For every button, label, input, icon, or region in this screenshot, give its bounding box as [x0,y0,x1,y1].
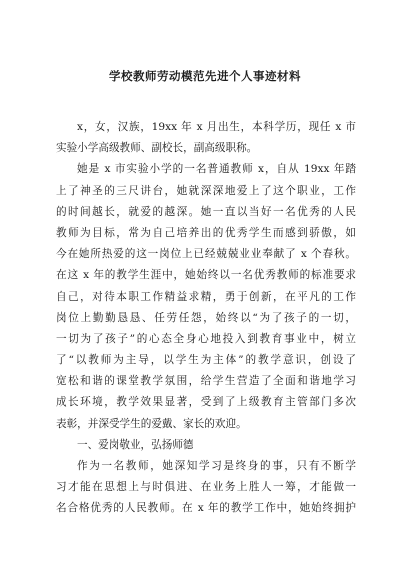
text-line: 的时间越长，就爱的越深。她一直以当好一名优秀的人民 [56,205,356,218]
text-line: 上了神圣的三尺讲台，她就深深地爱上了这个职业，工作 [56,184,356,197]
text-line: 今在她所热爱的这一岗位上已经兢兢业业奉献了 x 个春秋。 [56,248,356,261]
text-line: x，女，汉族，19xx 年 x 月出生，本科学历，现任 x 市 [77,121,356,133]
text-line: 她是 x 市实验小学的一名普通教师 x，自从 19xx 年踏 [77,163,356,176]
text-line: 宽松和谐的课堂教学氛围，给学生营造了全面和谐地学习 [56,375,356,388]
text-line: 在这 x 年的教学生涯中，她始终以一名优秀教师的标准要求 [56,269,356,282]
text-line: 一切为了孩子”的心态全身心地投入到教育事业中，树立 [56,332,356,345]
text-line: 习才能在思想上与时俱进、在业务上胜人一筹，才能做一 [56,481,356,494]
document-title: 学校教师劳动模范先进个人事迹材料 [109,69,301,83]
text-line: 成长环境，教学效果显著，受到了上级教育主管部门多次 [56,396,356,409]
text-line: 实验小学高级教师、副校长，副高级职称。 [56,142,258,155]
text-line: 表彰，并深受学生的爱戴、家长的欢迎。 [56,417,247,430]
text-line: 名合格优秀的人民教师。在 x 年的教学工作中，她始终拥护 [56,502,356,515]
text-line: 自己，对待本职工作精益求精，勇于创新，在平凡的工作 [56,290,356,303]
text-line: 作为一名教师，她深知学习是终身的事，只有不断学 [77,460,356,472]
document-body [56,117,356,520]
text-line: 教师为目标，常为自己培养出的优秀学生而感到骄傲，如 [56,226,356,239]
text-line: 一、爱岗敬业，弘扬师德 [77,438,194,451]
text-line: 了“以教师为主导，以学生为主体”的教学意识，创设了 [56,354,356,367]
text-line: 岗位上勤勤恳恳、任劳任怨，始终以“为了孩子的一切， [56,311,356,324]
